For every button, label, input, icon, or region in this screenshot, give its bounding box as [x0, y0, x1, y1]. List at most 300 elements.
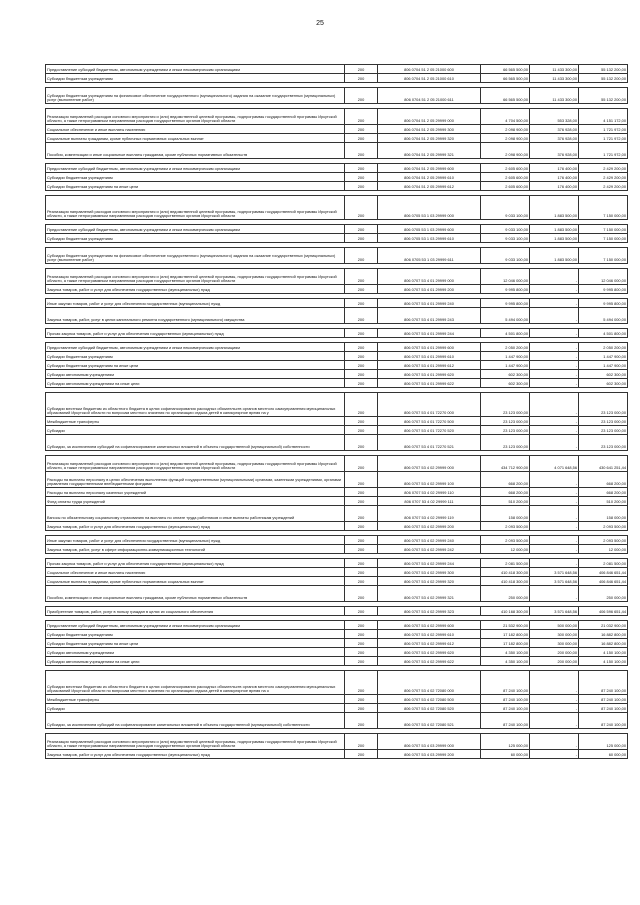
row-amount-total: 2 429 200,00 [579, 164, 628, 173]
row-amount-total: 1 721 972,00 [579, 125, 628, 134]
row-vr: 200 [345, 88, 378, 104]
row-amount-plan: 410 418 300,00 [481, 577, 530, 586]
row-amount-change: 176 400,00 [530, 173, 579, 182]
row-amount-total: 2 050 200,00 [579, 343, 628, 352]
row-vr: 200 [345, 74, 378, 83]
row-code: 806 0704 51 2 05 21000 610 [378, 74, 481, 83]
table-row [46, 522, 628, 531]
row-code: 806 0707 53 4 02 29999 100 [378, 472, 481, 488]
row-code: 806 0707 53 4 02 29999 244 [378, 559, 481, 568]
row-amount-total: 2 429 200,00 [579, 182, 628, 191]
row-name: Иные закупки товаров, работ и услуг для обеспечения государственных (муниципальных) нужд [46, 299, 345, 308]
row-vr: 200 [345, 299, 378, 308]
row-code: 806 0707 53 4 01 29999 600 [378, 343, 481, 352]
table-row [46, 370, 628, 379]
row-amount-total: 9 995 800,00 [579, 285, 628, 294]
row-code: 806 0707 53 4 01 72270 500 [378, 417, 481, 426]
row-code: 806 0707 53 4 02 29999 610 [378, 630, 481, 639]
row-amount-total: 406 846 651,44 [579, 577, 628, 586]
table-row [46, 182, 628, 191]
row-vr: 200 [345, 269, 378, 285]
row-amount-total: 12 046 000,00 [579, 269, 628, 285]
row-amount-change: - [530, 545, 579, 554]
row-amount-change: - [530, 734, 579, 750]
row-name: Предоставление субсидий бюджетным, автономным учреждениям и иным некоммерческим организациям [46, 621, 345, 630]
row-vr: 200 [345, 361, 378, 370]
row-vr: 200 [345, 370, 378, 379]
row-amount-plan: 602 300,00 [481, 370, 530, 379]
table-row [46, 173, 628, 182]
row-amount-total: 158 000,00 [579, 506, 628, 522]
row-name: Межбюджетные трансферты [46, 417, 345, 426]
table-row [46, 248, 628, 264]
table-row [46, 497, 628, 506]
table-row [46, 234, 628, 243]
row-amount-change: - [530, 497, 579, 506]
row-amount-change: 176 400,00 [530, 164, 579, 173]
row-amount-plan: 60 000,00 [481, 750, 530, 759]
row-code: 806 0707 53 4 02 29999 111 [378, 497, 481, 506]
row-amount-change: - [530, 536, 579, 545]
row-vr: 200 [345, 750, 378, 759]
row-code: 806 0707 53 4 02 72080 521 [378, 713, 481, 729]
table-row [46, 308, 628, 324]
row-amount-change: 11 433 300,00 [530, 88, 579, 104]
row-code: 806 0707 53 4 02 29999 119 [378, 506, 481, 522]
row-amount-total: 23 123 000,00 [579, 426, 628, 435]
row-amount-total: 406 846 651,44 [579, 568, 628, 577]
row-amount-plan: 9 995 800,00 [481, 299, 530, 308]
row-amount-plan: 12 046 000,00 [481, 269, 530, 285]
table-row [46, 545, 628, 554]
row-code: 806 0707 53 4 02 29999 300 [378, 568, 481, 577]
row-name: Предоставление субсидий бюджетным, автономным учреждениям и иным некоммерческим организациям [46, 343, 345, 352]
row-code: 806 0705 53 1 03 29999 600 [378, 225, 481, 234]
row-amount-total: 55 132 200,00 [579, 88, 628, 104]
row-amount-plan: 66 565 500,00 [481, 88, 530, 104]
row-amount-plan: 87 240 100,00 [481, 695, 530, 704]
row-amount-plan: 510 200,00 [481, 497, 530, 506]
row-vr: 200 [345, 657, 378, 666]
row-name: Субсидии [46, 704, 345, 713]
row-amount-total: 9 995 800,00 [579, 299, 628, 308]
row-code: 806 0707 53 4 02 29999 622 [378, 657, 481, 666]
row-code: 806 0707 53 4 02 29999 200 [378, 522, 481, 531]
row-code: 806 0707 53 4 01 29999 000 [378, 269, 481, 285]
row-code: 806 0707 53 4 01 72270 000 [378, 393, 481, 417]
row-name: Социальное обеспечение и иные выплаты населению [46, 125, 345, 134]
row-amount-plan: 87 240 100,00 [481, 671, 530, 695]
row-name: Закупка товаров, работ и услуг для обеспечения государственных (муниципальных) нужд [46, 522, 345, 531]
row-code: 806 0704 51 2 05 29999 300 [378, 125, 481, 134]
table-row [46, 329, 628, 338]
row-amount-plan: 2 050 200,00 [481, 343, 530, 352]
row-amount-change: 1 883 500,00 [530, 234, 579, 243]
table-row [46, 559, 628, 568]
row-amount-change: - [530, 299, 579, 308]
row-vr: 200 [345, 426, 378, 435]
row-amount-plan: 66 565 500,00 [481, 74, 530, 83]
row-amount-change: 376 928,00 [530, 134, 579, 143]
table-row [46, 417, 628, 426]
row-name: Субсидии бюджетным учреждениям [46, 234, 345, 243]
row-amount-total: 87 240 100,00 [579, 671, 628, 695]
row-amount-total: 4 150 100,00 [579, 648, 628, 657]
row-vr: 200 [345, 225, 378, 234]
row-amount-total: 21 032 900,00 [579, 621, 628, 630]
row-amount-change: 553 328,00 [530, 109, 579, 125]
row-amount-total: 668 200,00 [579, 488, 628, 497]
row-code: 806 0707 53 4 01 29999 620 [378, 370, 481, 379]
row-amount-plan: 2 098 900,00 [481, 125, 530, 134]
row-amount-plan: 2 605 600,00 [481, 173, 530, 182]
row-code: 806 0707 53 4 03 29999 000 [378, 734, 481, 750]
row-vr: 200 [345, 734, 378, 750]
row-amount-total: 23 123 000,00 [579, 393, 628, 417]
row-vr: 200 [345, 639, 378, 648]
row-amount-plan: 250 000,00 [481, 586, 530, 602]
row-vr: 200 [345, 522, 378, 531]
row-vr: 200 [345, 536, 378, 545]
row-vr: 200 [345, 713, 378, 729]
table-row [46, 506, 628, 522]
row-amount-plan: 4 350 100,00 [481, 648, 530, 657]
row-amount-plan: 434 712 900,00 [481, 456, 530, 472]
row-vr: 200 [345, 497, 378, 506]
row-amount-change: - [530, 352, 579, 361]
row-vr: 200 [345, 545, 378, 554]
row-amount-total: 4 150 100,00 [579, 657, 628, 666]
table-row [46, 456, 628, 472]
row-vr: 200 [345, 352, 378, 361]
row-code: 806 0704 51 2 05 29999 610 [378, 173, 481, 182]
table-row [46, 343, 628, 352]
row-name: Закупка товаров, работ, услуг в целях капитального ремонта государственного (муниципального) имущества [46, 308, 345, 324]
row-amount-plan: 410 168 300,00 [481, 607, 530, 616]
row-vr: 200 [345, 285, 378, 294]
row-name: Реализация направлений расходов основного мероприятия и (или) ведомственной целевой программы, подпрограммы государственной программы Иркутской области, а также непрограммным направлениям расходов государственных органов Иркутской области [46, 456, 345, 472]
row-name: Закупка товаров, работ и услуг для обеспечения государственных (муниципальных) нужд [46, 750, 345, 759]
row-amount-change: 200 000,00 [530, 648, 579, 657]
row-code: 806 0707 53 4 01 29999 243 [378, 308, 481, 324]
row-code: 806 0707 53 4 02 29999 620 [378, 648, 481, 657]
row-amount-change: - [530, 361, 579, 370]
row-vr: 200 [345, 248, 378, 264]
table-row [46, 134, 628, 143]
row-code: 806 0707 53 4 02 29999 321 [378, 586, 481, 602]
row-code: 806 0707 53 4 02 29999 242 [378, 545, 481, 554]
row-amount-plan: 9 033 100,00 [481, 234, 530, 243]
row-amount-plan: 9 033 100,00 [481, 196, 530, 220]
row-amount-plan: 2 098 900,00 [481, 143, 530, 159]
table-row [46, 713, 628, 729]
row-amount-total: 7 150 000,00 [579, 225, 628, 234]
row-amount-change: - [530, 750, 579, 759]
row-amount-change: - [530, 713, 579, 729]
row-amount-change: 11 433 300,00 [530, 65, 579, 74]
row-amount-plan: 17 182 800,00 [481, 639, 530, 648]
row-name: Пособия, компенсации и иные социальные выплаты гражданам, кроме публичных нормативных обязательств [46, 143, 345, 159]
row-vr: 200 [345, 472, 378, 488]
row-name: Расходы на выплаты персоналу в целях обеспечения выполнения функций государственными (муниципальными) органами, казенными учреждениями, органами управления государственными внебюджетными фондами [46, 472, 345, 488]
row-amount-change: - [530, 586, 579, 602]
row-vr: 200 [345, 630, 378, 639]
row-amount-total: 7 150 000,00 [579, 234, 628, 243]
table-row [46, 164, 628, 173]
row-amount-change: - [530, 522, 579, 531]
row-name: Субсидии автономным учреждениям на иные цели [46, 379, 345, 388]
row-amount-change: 376 928,00 [530, 143, 579, 159]
table-row [46, 88, 628, 104]
row-code: 806 0704 51 2 05 29999 000 [378, 109, 481, 125]
row-code: 806 0707 53 4 02 72080 500 [378, 695, 481, 704]
row-vr: 200 [345, 586, 378, 602]
row-code: 806 0704 51 2 05 21000 611 [378, 88, 481, 104]
row-amount-plan: 2 605 600,00 [481, 164, 530, 173]
row-name: Субсидии автономным учреждениям [46, 370, 345, 379]
row-code: 806 0704 51 2 05 29999 320 [378, 134, 481, 143]
table-row [46, 607, 628, 616]
row-name: Субсидии местным бюджетам из областного бюджета в целях софинансирования расходных обязательств органов местного самоуправления муниципальных образований Иркутской области по вопросам местного значения по организации отдыха детей в каникулярное время на у [46, 393, 345, 417]
row-amount-change: 1 883 500,00 [530, 248, 579, 264]
row-vr: 200 [345, 704, 378, 713]
row-vr: 200 [345, 435, 378, 451]
row-vr: 200 [345, 143, 378, 159]
row-code: 806 0707 53 4 01 72270 520 [378, 426, 481, 435]
row-vr: 200 [345, 559, 378, 568]
row-name: Субсидии [46, 426, 345, 435]
row-name: Взносы по обязательному социальному страхованию на выплаты по оплате труда работников и иные выплаты работникам учреждений [46, 506, 345, 522]
row-amount-change: 3 571 648,56 [530, 607, 579, 616]
table-row [46, 196, 628, 220]
row-vr: 200 [345, 196, 378, 220]
row-amount-change: - [530, 559, 579, 568]
table-row [46, 734, 628, 750]
row-amount-total: 668 200,00 [579, 472, 628, 488]
row-vr: 200 [345, 308, 378, 324]
row-amount-change: - [530, 695, 579, 704]
row-name: Субсидии бюджетным учреждениям на финансовое обеспечение государственного (муниципального) задания на оказание государственных (муниципальных) услуг (выполнение работ) [46, 88, 345, 104]
row-name: Межбюджетные трансферты [46, 695, 345, 704]
row-vr: 200 [345, 109, 378, 125]
table-row [46, 639, 628, 648]
row-amount-total: 1 721 972,00 [579, 143, 628, 159]
row-amount-total: 2 429 200,00 [579, 173, 628, 182]
row-amount-total: 5 494 000,00 [579, 308, 628, 324]
row-code: 806 0705 53 1 03 29999 000 [378, 196, 481, 220]
row-vr: 200 [345, 671, 378, 695]
row-amount-change: - [530, 417, 579, 426]
row-vr: 200 [345, 125, 378, 134]
row-amount-total: 7 150 000,00 [579, 196, 628, 220]
table-row [46, 586, 628, 602]
row-code: 806 0704 51 2 05 21000 600 [378, 65, 481, 74]
table-row [46, 393, 628, 417]
row-vr: 200 [345, 506, 378, 522]
row-amount-total: 16 882 800,00 [579, 639, 628, 648]
row-code: 806 0707 53 4 01 29999 244 [378, 329, 481, 338]
row-vr: 200 [345, 393, 378, 417]
row-amount-change: 176 400,00 [530, 182, 579, 191]
row-amount-plan: 21 532 900,00 [481, 621, 530, 630]
row-amount-change: 376 928,00 [530, 125, 579, 134]
row-amount-plan: 9 033 100,00 [481, 225, 530, 234]
row-amount-plan: 125 000,00 [481, 734, 530, 750]
row-name: Предоставление субсидий бюджетным, автономным учреждениям и иным некоммерческим организациям [46, 225, 345, 234]
row-name: Социальные выплаты гражданам, кроме публичных нормативных социальных выплат [46, 134, 345, 143]
table-row [46, 621, 628, 630]
row-name: Реализация направлений расходов основного мероприятия и (или) ведомственной целевой программы, подпрограммы государственной программы Иркутской области, а также непрограммным направлениям расходов государственных органов Иркутской области [46, 269, 345, 285]
row-amount-plan: 2 098 900,00 [481, 134, 530, 143]
row-amount-plan: 4 350 100,00 [481, 657, 530, 666]
row-amount-plan: 5 494 000,00 [481, 308, 530, 324]
row-amount-change: 300 000,00 [530, 630, 579, 639]
row-name: Фонд оплаты труда учреждений [46, 497, 345, 506]
row-code: 806 0704 51 2 05 29999 600 [378, 164, 481, 173]
row-name: Субсидии бюджетным учреждениям [46, 352, 345, 361]
row-amount-plan: 23 123 000,00 [481, 435, 530, 451]
table-row [46, 352, 628, 361]
row-vr: 200 [345, 695, 378, 704]
row-amount-change: - [530, 671, 579, 695]
row-amount-total: 7 150 000,00 [579, 248, 628, 264]
row-code: 806 0707 53 4 01 29999 612 [378, 361, 481, 370]
row-amount-change: - [530, 285, 579, 294]
table-row [46, 143, 628, 159]
row-amount-total: 23 123 000,00 [579, 417, 628, 426]
table-row [46, 536, 628, 545]
row-vr: 200 [345, 379, 378, 388]
row-code: 806 0707 53 4 02 29999 612 [378, 639, 481, 648]
row-vr: 200 [345, 234, 378, 243]
row-amount-plan: 2 093 500,00 [481, 536, 530, 545]
row-code: 806 0707 53 4 01 29999 240 [378, 299, 481, 308]
row-amount-plan: 410 418 300,00 [481, 568, 530, 577]
row-vr: 200 [345, 182, 378, 191]
row-name: Субсидии, за исключением субсидий на софинансирование капитальных вложений в объекты государственной (муниципальной) собственности [46, 435, 345, 451]
row-amount-plan: 668 200,00 [481, 472, 530, 488]
row-vr: 200 [345, 456, 378, 472]
row-amount-total: 430 641 251,44 [579, 456, 628, 472]
row-amount-plan: 23 123 000,00 [481, 393, 530, 417]
row-amount-total: 87 240 100,00 [579, 713, 628, 729]
budget-table [45, 64, 628, 759]
table-row [46, 285, 628, 294]
row-amount-plan: 12 000,00 [481, 545, 530, 554]
row-amount-change: 300 000,00 [530, 639, 579, 648]
row-code: 806 0707 53 4 02 29999 000 [378, 456, 481, 472]
row-code: 806 0707 53 4 01 72270 521 [378, 435, 481, 451]
table-row [46, 361, 628, 370]
row-amount-change: - [530, 269, 579, 285]
row-name: Субсидии бюджетным учреждениям на иные цели [46, 361, 345, 370]
row-amount-change: 200 000,00 [530, 657, 579, 666]
row-amount-plan: 9 033 100,00 [481, 248, 530, 264]
table-row [46, 657, 628, 666]
row-code: 806 0707 53 4 01 29999 200 [378, 285, 481, 294]
row-vr: 200 [345, 577, 378, 586]
row-amount-plan: 158 000,00 [481, 506, 530, 522]
row-amount-change: 1 883 500,00 [530, 225, 579, 234]
table-row [46, 630, 628, 639]
row-amount-plan: 9 995 800,00 [481, 285, 530, 294]
row-amount-plan: 66 565 500,00 [481, 65, 530, 74]
row-name: Иные закупки товаров, работ и услуг для обеспечения государственных (муниципальных) нужд [46, 536, 345, 545]
row-vr: 200 [345, 607, 378, 616]
table-row [46, 269, 628, 285]
table-row [46, 125, 628, 134]
row-code: 806 0707 53 4 02 29999 240 [378, 536, 481, 545]
row-amount-change: 4 071 648,56 [530, 456, 579, 472]
row-amount-total: 125 000,00 [579, 734, 628, 750]
row-name: Прочая закупка товаров, работ и услуг для обеспечения государственных (муниципальных) нужд [46, 329, 345, 338]
row-code: 806 0707 53 4 02 72080 520 [378, 704, 481, 713]
row-name: Закупка товаров, работ, услуг в сфере информационно-коммуникационных технологий [46, 545, 345, 554]
table-row [46, 472, 628, 488]
row-name: Приобретение товаров, работ, услуг в пользу граждан в целях их социального обеспечения [46, 607, 345, 616]
row-amount-change: 1 883 500,00 [530, 196, 579, 220]
row-amount-change: 3 571 648,56 [530, 568, 579, 577]
row-name: Предоставление субсидий бюджетным, автономным учреждениям и иным некоммерческим организациям [46, 164, 345, 173]
row-amount-plan: 602 300,00 [481, 379, 530, 388]
row-name: Субсидии бюджетным учреждениям [46, 630, 345, 639]
row-amount-plan: 87 240 100,00 [481, 704, 530, 713]
row-amount-total: 4 501 800,00 [579, 329, 628, 338]
row-amount-total: 4 151 172,00 [579, 109, 628, 125]
row-name: Социальные выплаты гражданам, кроме публичных нормативных социальных выплат [46, 577, 345, 586]
row-vr: 200 [345, 65, 378, 74]
row-amount-total: 602 300,00 [579, 370, 628, 379]
row-amount-change: - [530, 343, 579, 352]
table-row [46, 65, 628, 74]
row-code: 806 0704 51 2 05 29999 321 [378, 143, 481, 159]
table-row [46, 704, 628, 713]
table-row [46, 109, 628, 125]
row-amount-plan: 23 123 000,00 [481, 426, 530, 435]
table-row [46, 225, 628, 234]
row-name: Предоставление субсидий бюджетным, автономным учреждениям и иным некоммерческим организациям [46, 65, 345, 74]
row-name: Реализация направлений расходов основного мероприятия и (или) ведомственной целевой программы, подпрограммы государственной программы Иркутской области, а также непрограммным направлениям расходов государственных органов Иркутской области [46, 196, 345, 220]
row-amount-total: 250 000,00 [579, 586, 628, 602]
row-vr: 200 [345, 488, 378, 497]
row-amount-total: 2 081 500,00 [579, 559, 628, 568]
row-name: Закупка товаров, работ и услуг для обеспечения государственных (муниципальных) нужд [46, 285, 345, 294]
row-name: Реализация направлений расходов основного мероприятия и (или) ведомственной целевой программы, подпрограммы государственной программы Иркутской области, а также непрограммным направлениям расходов государственных органов Иркутской области [46, 734, 345, 750]
row-code: 806 0707 53 4 02 29999 320 [378, 577, 481, 586]
table-row [46, 648, 628, 657]
row-amount-total: 23 123 000,00 [579, 435, 628, 451]
row-amount-total: 87 240 100,00 [579, 704, 628, 713]
row-amount-plan: 23 123 000,00 [481, 417, 530, 426]
table-row [46, 299, 628, 308]
row-vr: 200 [345, 134, 378, 143]
row-vr: 200 [345, 648, 378, 657]
row-amount-plan: 2 093 500,00 [481, 522, 530, 531]
row-amount-change: - [530, 393, 579, 417]
row-name: Субсидии бюджетным учреждениям на иные цели [46, 182, 345, 191]
row-amount-change: - [530, 370, 579, 379]
row-amount-plan: 668 200,00 [481, 488, 530, 497]
row-name: Расходы на выплаты персоналу казенных учреждений [46, 488, 345, 497]
row-name: Субсидии бюджетным учреждениям [46, 173, 345, 182]
row-code: 806 0705 53 1 03 29999 611 [378, 248, 481, 264]
row-vr: 200 [345, 173, 378, 182]
row-amount-change: 3 571 648,56 [530, 577, 579, 586]
row-amount-change: - [530, 426, 579, 435]
row-amount-change: 11 433 300,00 [530, 74, 579, 83]
table-row [46, 426, 628, 435]
page-number: 25 [316, 20, 324, 27]
